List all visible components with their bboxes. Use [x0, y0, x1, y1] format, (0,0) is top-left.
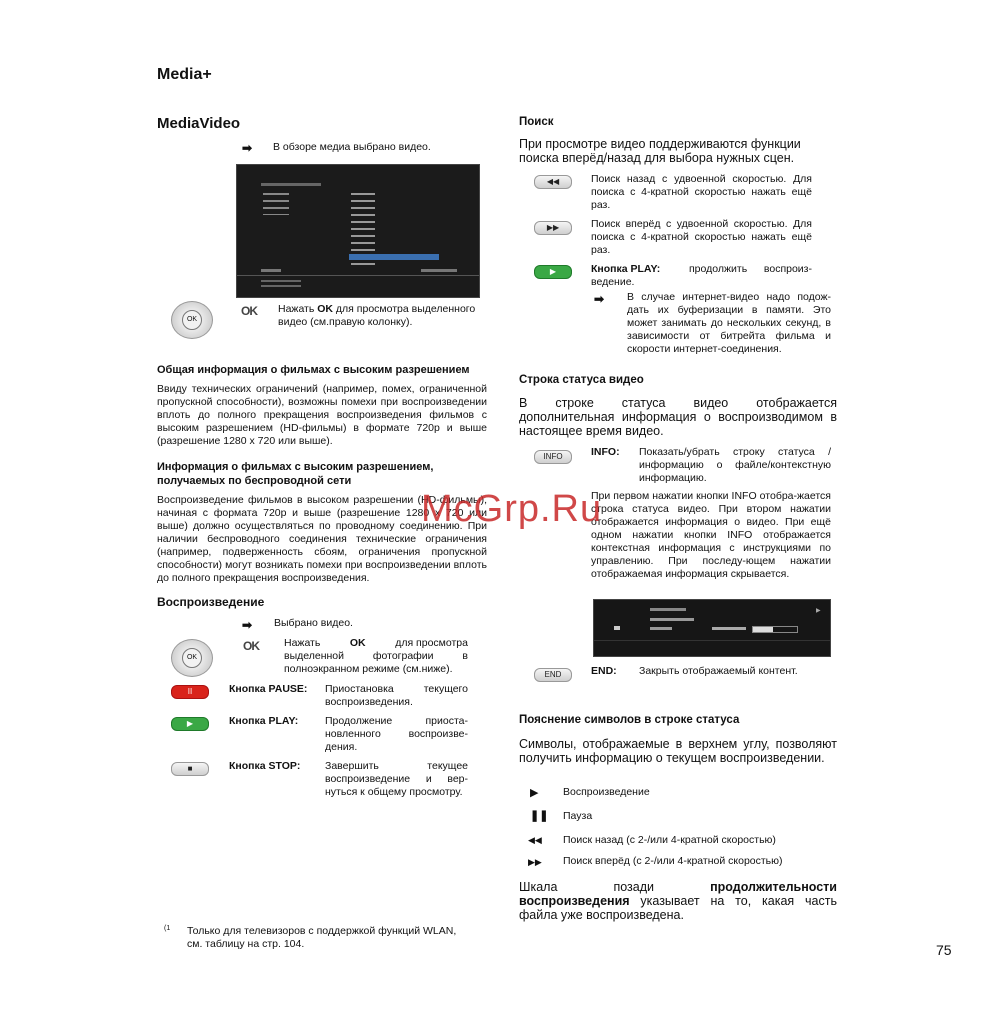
stop-button-icon: ■: [171, 762, 209, 776]
arrow-right-icon: ➡: [242, 141, 253, 155]
hd-text: Ввиду технических ограничений (например, помех, ограниченной пропускной способности), возможны помехи при воспроизведении вплоть до полного прекращения воспроизведения фильмов с высоким разрешением (HD-фильмы) в формате 720p и выше (разрешение 1280 x 720 или выше).: [157, 383, 487, 447]
fast-forward-button-icon: ▶▶: [534, 221, 572, 235]
right-play-text: продолжить воспроиз-ведение.: [591, 263, 812, 288]
play-button-icon: ▶: [534, 265, 572, 279]
remote-ok-icon: OK: [171, 301, 213, 339]
ff-symbol-icon: ▶▶: [528, 857, 542, 867]
page-number: 75: [936, 942, 952, 958]
scale-text: Шкала позади продолжительности воспроизведения указывает на то, какая часть файла уже воспроизведена.: [519, 880, 837, 922]
end-button-icon: END: [534, 668, 572, 682]
play-text: Продолжение приоста-новленного воспроизве-дения.: [325, 715, 468, 753]
pause-button-icon: II: [171, 685, 209, 699]
remote-ok-icon: OK: [171, 639, 213, 677]
playback-press-ok: Нажать OK для просмотра выделенной фотографии в полноэкранном режиме (см.ниже).: [284, 637, 468, 675]
pause-label: Кнопка PAUSE:: [229, 683, 308, 695]
footnote-line1: Только для телевизоров с поддержкой функций WLAN,: [187, 925, 457, 937]
stop-label: Кнопка STOP:: [229, 760, 301, 772]
search-title: Поиск: [519, 116, 554, 128]
playback-title: Воспроизведение: [157, 595, 265, 609]
ok-icon: OK: [241, 304, 257, 318]
ok-icon: OK: [243, 639, 259, 653]
media-browser-screenshot: [236, 164, 480, 298]
sym-rew-text: Поиск назад (с 2-/или 4-кратной скоростью): [563, 834, 776, 846]
hd-title: Общая информация о фильмах с высоким разрешением: [157, 364, 470, 376]
end-text: Закрыть отображаемый контент.: [639, 665, 798, 677]
play-button-icon: ▶: [171, 717, 209, 731]
status-intro: В строке статуса видео отображается дополнительная информация о воспроизводимом в настоящее время видео.: [519, 396, 837, 438]
symbols-intro: Символы, отображаемые в верхнем углу, позволяют получить информацию о текущем воспроизведении.: [519, 737, 837, 765]
info-label: INFO:: [591, 446, 620, 458]
rewind-text: Поиск назад с удвоенной скоростью. Для поиска с 4-кратной скоростью нажать ещё раз.: [591, 173, 812, 211]
wlan-title-line1: Информация о фильмах с высоким разрешением,: [157, 461, 434, 473]
watermark: McGrp.Ru: [421, 488, 603, 530]
symbols-title: Пояснение символов в строке статуса: [519, 714, 740, 726]
pause-text: Приостановка текущего воспроизведения.: [325, 683, 468, 708]
end-label: END:: [591, 665, 617, 677]
footnote-mark: (1: [164, 925, 171, 932]
arrow-right-icon: ➡: [242, 618, 253, 632]
info-button-icon: INFO: [534, 450, 572, 464]
sym-play-text: Воспроизведение: [563, 786, 650, 798]
status-bar-screenshot: ▶: [593, 599, 831, 657]
sym-pause-text: Пауза: [563, 810, 593, 822]
footnote-line2: см. таблицу на стр. 104.: [187, 938, 305, 950]
status-title: Строка статуса видео: [519, 374, 644, 386]
right-play-label: Кнопка PLAY:: [591, 263, 661, 275]
play-symbol-icon: ▶: [530, 787, 539, 799]
stop-text: Завершить текущее воспроизведение и вер-нуться к общему просмотру.: [325, 760, 468, 798]
step-press-ok: Нажать OK для просмотра выделенного видео (см.правую колонку).: [278, 303, 476, 328]
playback-step-selected: Выбрано видео.: [274, 617, 353, 629]
wlan-title-line2: получаемых по беспроводной сети: [157, 475, 352, 487]
pause-symbol-icon: ❚❚: [530, 810, 549, 822]
info-text: Показать/убрать строку статуса / информацию о файле/контекстную информацию.: [639, 446, 831, 484]
rewind-button-icon: ◀◀: [534, 175, 572, 189]
page-header: Media+: [157, 66, 212, 83]
arrow-right-icon: ➡: [594, 292, 605, 306]
search-intro: При просмотре видео поддерживаются функции поиска вперёд/назад для выбора нужных сцен.: [519, 137, 801, 165]
sym-ff-text: Поиск вперёд (с 2-/или 4-кратной скоростью): [563, 855, 783, 867]
section-title-mediavideo: MediaVideo: [157, 115, 241, 132]
rewind-symbol-icon: ◀◀: [528, 835, 542, 845]
play-label: Кнопка PLAY:: [229, 715, 299, 727]
buffering-note: В случае интернет-видео надо подож-дать их буферизации в памяти. Это может занимать до нескольких секунд, в зависимости от битрейта фильма и скорости интернет-соединения.: [627, 291, 831, 355]
fast-forward-text: Поиск вперёд с удвоенной скоростью. Для поиска с 4-кратной скоростью нажать ещё раз.: [591, 218, 812, 256]
step-video-selected: В обзоре медиа выбрано видео.: [273, 141, 431, 153]
wlan-text: Воспроизведение фильмов в высоком разрешении (HD-фильмы), начиная с формата 720p и выше (разрешение 1280 x 720 или выше) должно осуществляться по проводному соединению. При наличии беспроводного соединения технические ограничения (например, подверженность сбоям, ограничения пропускной способности) могут возникать помехи при воспроизведении вплоть до полного прекращения воспроизведения.: [157, 494, 487, 584]
info-detail: При первом нажатии кнопки INFO отобра-жается строка статуса видео. При втором нажатии отображается информация о видео. При ещё одном нажатии кнопки INFO отображается контекстная информация с инструкциями по управлению. При последу-ющем нажатии отображаемая информация скрывается.: [591, 490, 831, 580]
